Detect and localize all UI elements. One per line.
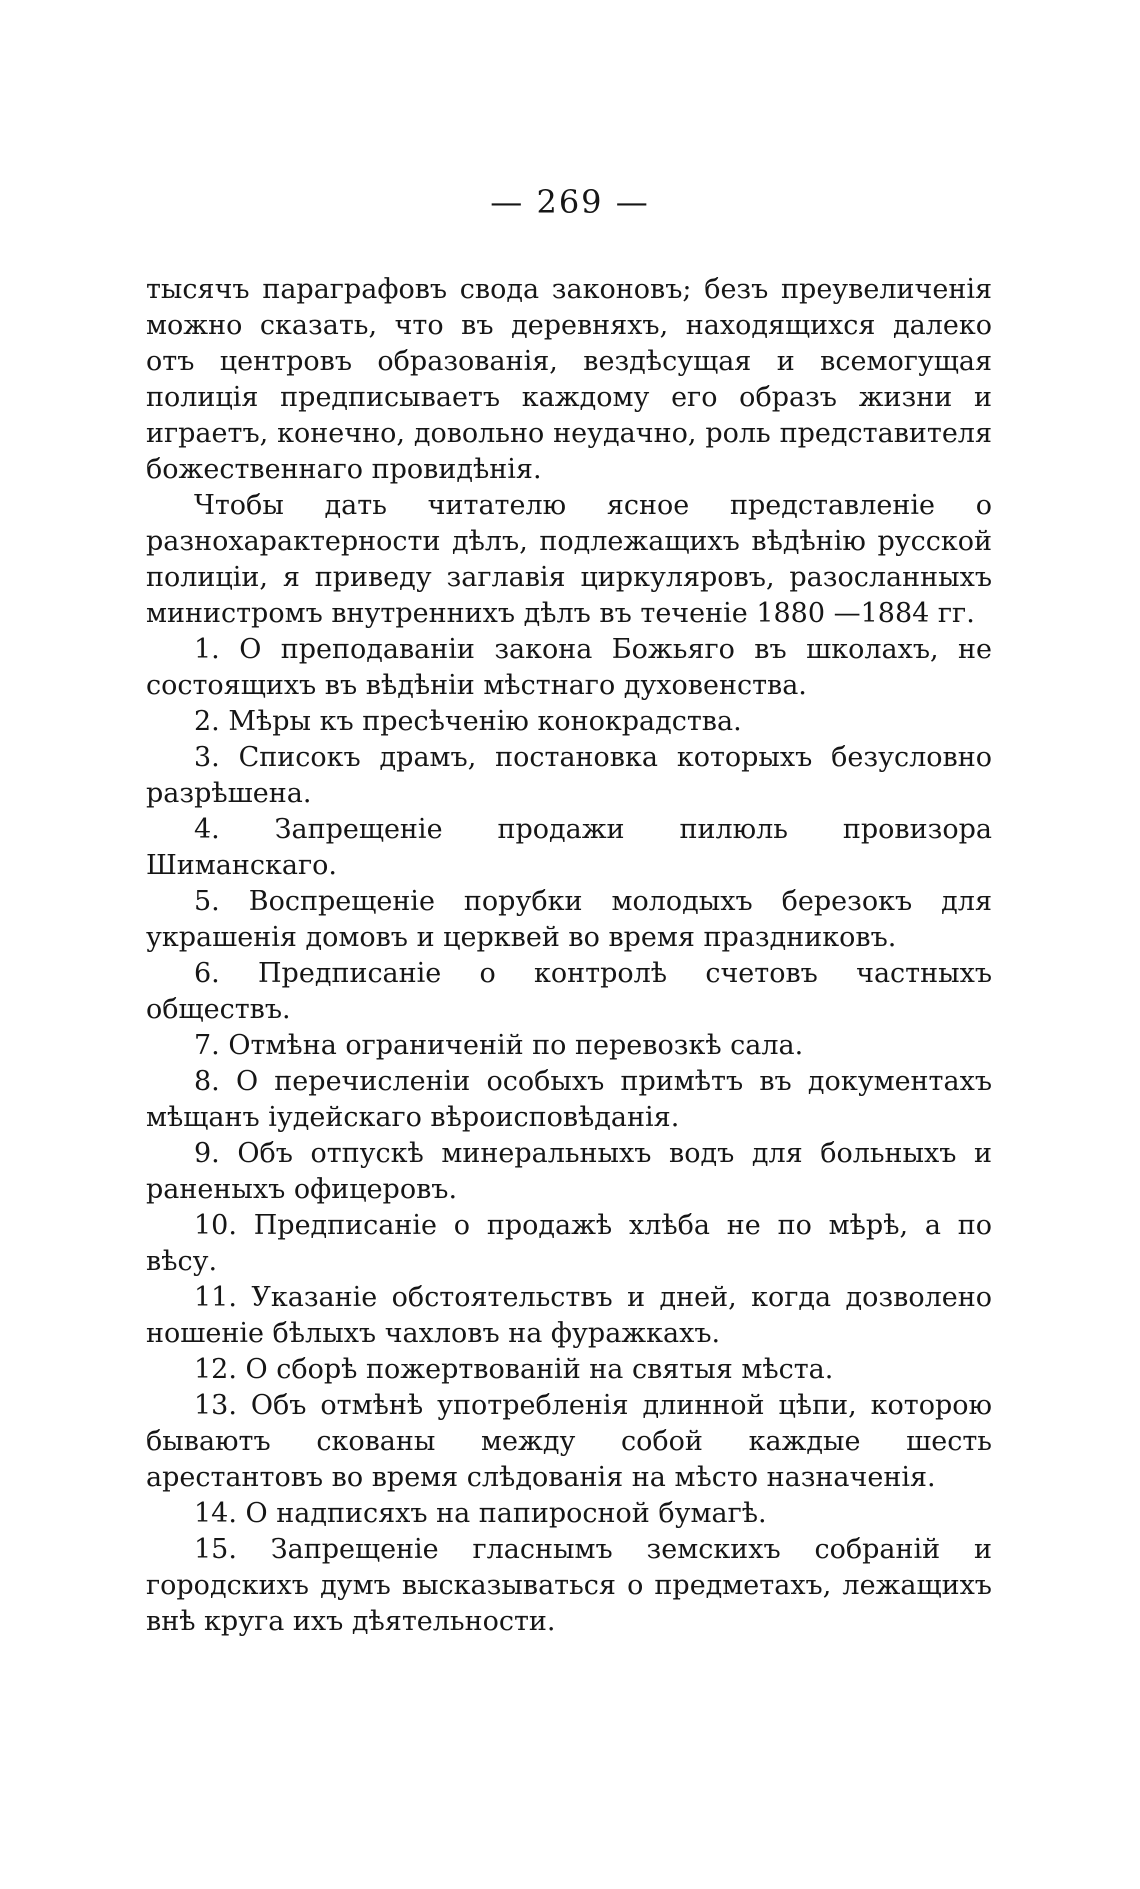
list-item: 10. Предписаніе о продажѣ хлѣба не по мѣрѣ, а по вѣсу. bbox=[146, 1210, 992, 1277]
paragraph: Чтобы дать читателю ясное представленіе о разнохарактерности дѣлъ, подлежащихъ вѣдѣнію русской полиціи, я приведу заглавія циркуляровъ, разосланныхъ министромъ внутреннихъ дѣлъ въ теченіе 1880 —1884 гг. bbox=[146, 490, 992, 629]
list-item: 8. О перечисленіи особыхъ примѣтъ въ документахъ мѣщанъ іудейскаго вѣроисповѣданія. bbox=[146, 1066, 992, 1133]
list-item: 7. Отмѣна ограниченій по перевозкѣ сала. bbox=[194, 1030, 804, 1061]
paragraph: тысячъ параграфовъ свода законовъ; безъ преувеличенія можно сказать, что въ деревняхъ, находящихся далеко отъ центровъ образованія, вездѣсущая и всемогущая полиція предписываетъ каждому его образъ жизни и играетъ, конечно, довольно неудачно, роль представителя божественнаго провидѣнія. bbox=[146, 274, 992, 485]
page-number: — 269 — bbox=[490, 183, 650, 221]
page-body bbox=[146, 272, 992, 1640]
list-item: 3. Списокъ драмъ, постановка которыхъ безусловно разрѣшена. bbox=[146, 742, 992, 809]
list-item: 6. Предписаніе о контролѣ счетовъ частныхъ обществъ. bbox=[146, 958, 992, 1025]
list-item: 5. Воспрещеніе порубки молодыхъ березокъ для украшенія домовъ и церквей во время праздниковъ. bbox=[146, 886, 992, 953]
list-item: 12. О сборѣ пожертвованій на святыя мѣста. bbox=[194, 1354, 834, 1385]
list-item: 9. Объ отпускѣ минеральныхъ водъ для больныхъ и раненыхъ офицеровъ. bbox=[146, 1138, 992, 1205]
list-item: 11. Указаніе обстоятельствъ и дней, когда дозволено ношеніе бѣлыхъ чахловъ на фуражкахъ. bbox=[146, 1282, 992, 1349]
list-item: 13. Объ отмѣнѣ употребленія длинной цѣпи, которою бываютъ скованы между собой каждые шесть арестантовъ во время слѣдованія на мѣсто назначенія. bbox=[146, 1390, 992, 1493]
list-item: 15. Запрещеніе гласнымъ земскихъ собраній и городскихъ думъ высказываться о предметахъ, лежащихъ внѣ круга ихъ дѣятельности. bbox=[146, 1534, 992, 1637]
list-item: 14. О надписяхъ на папиросной бумагѣ. bbox=[194, 1498, 767, 1529]
circulars-list bbox=[146, 632, 992, 1640]
list-item: 2. Мѣры къ пресѣченію конокрадства. bbox=[194, 706, 742, 737]
list-item: 1. О преподаваніи закона Божьяго въ школахъ, не состоящихъ въ вѣдѣніи мѣстнаго духовенства. bbox=[146, 634, 992, 701]
list-item: 4. Запрещеніе продажи пилюль провизора Шиманскаго. bbox=[146, 814, 992, 881]
